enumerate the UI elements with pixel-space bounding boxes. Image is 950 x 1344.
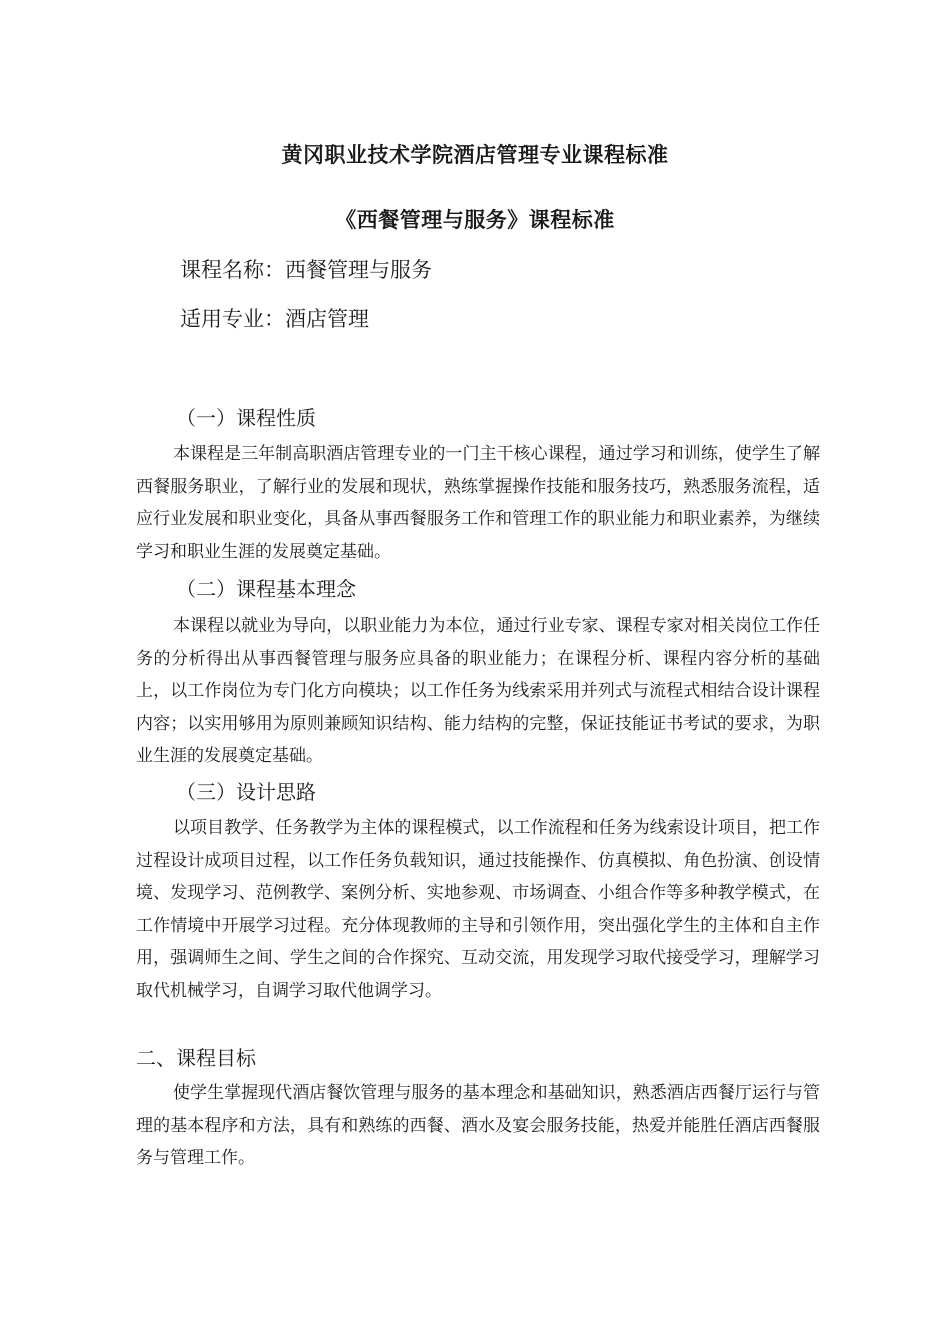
section-body-course-nature: 本课程是三年制高职酒店管理专业的一门主干核心课程，通过学习和训练，使学生了解西餐服务职业，了解行业的发展和现状，熟练掌握操作技能和服务技巧，熟悉服务流程，适应行业发展和职业变化，具备从事西餐服务工作和管理工作的职业能力和职业素养，为继续学习和职业生涯的发展奠定基础。 <box>136 444 820 562</box>
section-body-course-goals: 使学生掌握现代酒店餐饮管理与服务的基本理念和基础知识，熟悉酒店西餐厅运行与管理的基本程序和方法，具有和熟练的西餐、酒水及宴会服务技能，热爱并能胜任酒店西餐服务与管理工作。 <box>136 1083 820 1169</box>
section-body-basic-concept: 本课程以就业为导向，以职业能力为本位，通过行业专家、课程专家对相关岗位工作任务的分析得出从事西餐管理与服务应具备的职业能力；在课程分析、课程内容分析的基础上，以工作岗位为专门化方向模块；以工作任务为线索采用并列式与流程式相结合设计课程内容；以实用够用为原则兼顾知识结构、能力结构的完整，保证技能证书考试的要求，为职业生涯的发展奠定基础。 <box>136 616 820 767</box>
section-heading-course-goals: 二、课程目标 <box>136 1046 256 1070</box>
applicable-major-line: 适用专业：酒店管理 <box>180 307 369 331</box>
course-standard-subtitle: 《西餐管理与服务》课程标准 <box>335 208 615 232</box>
section-body-design-idea: 以项目教学、任务教学为主体的课程模式，以工作流程和任务为线索设计项目，把工作过程设计成项目过程，以工作任务负载知识，通过技能操作、仿真模拟、角色扮演、创设情境、发现学习、范例教学、案例分析、实地参观、市场调查、小组合作等多种教学模式，在工作情境中开展学习过程。充分体现教师的主导和引领作用，突出强化学生的主体和自主作用，强调师生之间、学生之间的合作探究、互动交流，用发现学习取代接受学习，理解学习取代机械学习，自调学习取代他调学习。 <box>136 818 820 1001</box>
section-heading-design-idea: （三）设计思路 <box>176 780 316 804</box>
course-name-line: 课程名称：西餐管理与服务 <box>180 258 432 282</box>
document-title: 黄冈职业技术学院酒店管理专业课程标准 <box>281 143 669 167</box>
section-heading-course-nature: （一）课程性质 <box>176 406 316 430</box>
section-heading-basic-concept: （二）课程基本理念 <box>176 577 356 601</box>
